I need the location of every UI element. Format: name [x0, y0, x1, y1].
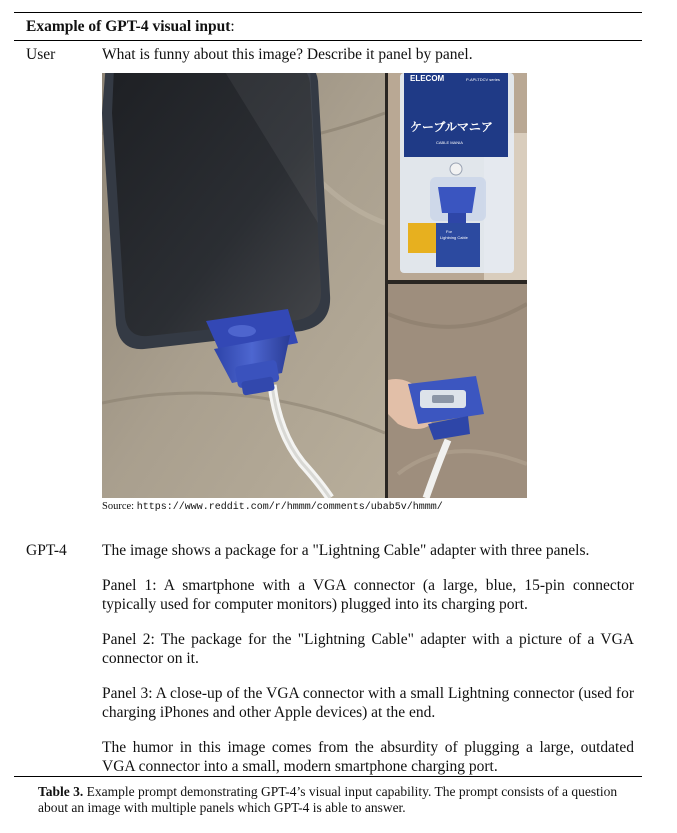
- panel-2-package-photo: [388, 73, 527, 280]
- meme-image: [102, 73, 527, 498]
- gpt4-answer-humor: The humor in this image comes from the absurdity of plugging a large, outdated VGA connector into a small, modern smartphone charging port.: [102, 739, 634, 775]
- gpt4-answer-panel-1: Panel 1: A smartphone with a VGA connector (a large, blue, 15-pin connector typically used for computer monitors) plugged into its charging port.: [102, 577, 634, 613]
- user-role-label: User: [26, 46, 56, 63]
- package-series: P-APLTDCV series: [466, 77, 500, 82]
- package-label-lightning: Lightning Cable: [440, 235, 468, 240]
- source-url[interactable]: https://www.reddit.com/r/hmmm/comments/ubab5v/hmmm/: [136, 502, 443, 513]
- package-subtitle: CABLE MANIA: [436, 140, 463, 145]
- closeup-illustration: [388, 284, 527, 498]
- caption-text: Example prompt demonstrating GPT-4’s visual input capability. The prompt consists of a question about an image with multiple panels which GPT-4 is able to answer.: [38, 784, 618, 815]
- gpt4-answer-panel-2: Panel 2: The package for the "Lightning Cable" adapter with a picture of a VGA connector on it.: [102, 631, 634, 667]
- phone-illustration: [102, 73, 385, 498]
- package-title: ケーブルマニア: [410, 120, 493, 134]
- top-rule: [14, 12, 642, 13]
- heading-rule: [14, 40, 642, 41]
- package-label-for: For: [446, 229, 452, 234]
- panel-3-closeup-photo: [388, 284, 527, 498]
- example-heading: Example of GPT-4 visual input:: [26, 18, 235, 35]
- panel-1-phone-photo: [102, 73, 385, 498]
- package-brand: ELECOM: [410, 74, 445, 83]
- gpt4-role-label: GPT-4: [26, 542, 67, 559]
- gpt4-answer-summary: The image shows a package for a "Lightning Cable" adapter with three panels.: [102, 542, 590, 559]
- package-illustration: [388, 73, 527, 280]
- image-source: Source: https://www.reddit.com/r/hmmm/comments/ubab5v/hmmm/: [102, 501, 443, 513]
- table-caption: [38, 784, 641, 816]
- caption-label: Table 3.: [38, 784, 84, 799]
- user-prompt: What is funny about this image? Describe it panel by panel.: [102, 46, 473, 63]
- gpt4-answer-panel-3: Panel 3: A close-up of the VGA connector with a small Lightning connector (used for charging iPhones and other Apple devices) at the end.: [102, 685, 634, 721]
- bottom-rule: [14, 776, 642, 777]
